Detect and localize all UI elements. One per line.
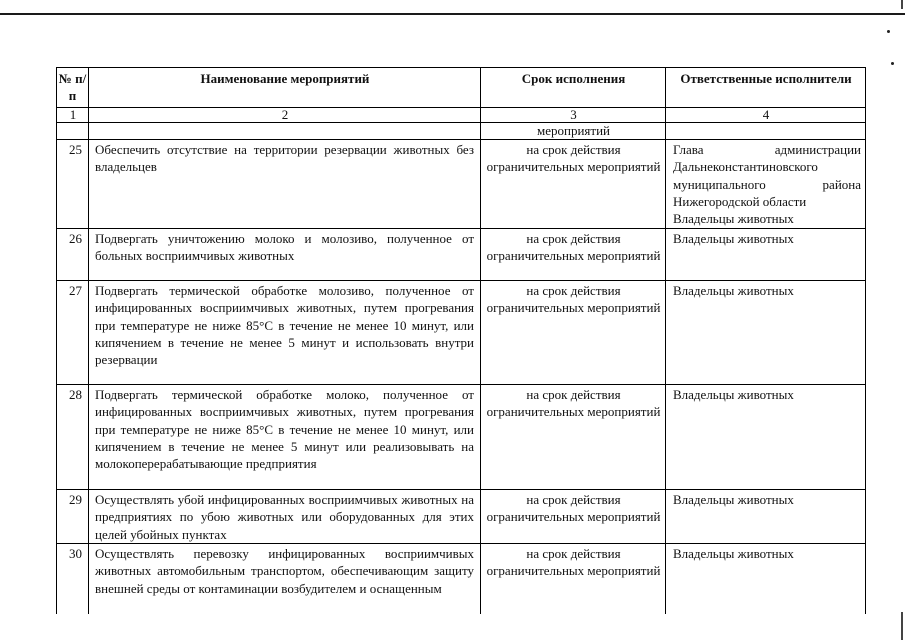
header-number: № п/п [57, 68, 89, 108]
table-row [57, 384, 866, 489]
row-number: 26 [57, 228, 89, 280]
row-measure-name: Осуществлять убой инфицированных восприимчивых животных на предприятиях по убою животных или оборудованных для этих целей убойных пунктах [89, 489, 481, 543]
row-measure-name: Подвергать термической обработке молоко, полученное от инфицированных восприимчивых животных, путем прогревания при температуре не ниже 85°С в течение не менее 10 минут, или кипячением в течение не менее 5 минут или реализовывать на молокоперерабатывающие предприятия [89, 384, 481, 489]
table-row [57, 139, 866, 228]
row-term: на срок действия ограничительных мероприятий [481, 228, 666, 280]
row-term: на срок действия ограничительных мероприятий [481, 544, 666, 614]
responsible-line: Владельцы животных [673, 211, 794, 227]
responsible-line: Нижегородской области [673, 194, 807, 210]
responsible-line: Владельцы животных [673, 546, 794, 562]
row-responsible [666, 122, 866, 139]
column-number-cell: 4 [666, 107, 866, 122]
continuation-row [57, 122, 866, 139]
page-edge-mark [901, 0, 903, 9]
page-edge-mark [901, 612, 903, 640]
table-row [57, 489, 866, 543]
table-row [57, 544, 866, 614]
table-header-row [57, 68, 866, 108]
row-number: 25 [57, 139, 89, 228]
row-number: 29 [57, 489, 89, 543]
column-number-row [57, 107, 866, 122]
responsible-line: Глава администрации [673, 141, 861, 157]
column-number-cell: 2 [89, 107, 481, 122]
scan-speck [891, 62, 894, 65]
header-responsible: Ответственные исполнители [666, 68, 866, 108]
row-number: 28 [57, 384, 89, 489]
row-measure-name: Осуществлять перевозку инфицированных восприимчивых животных автомобильным транспортом, обеспечивающим защиту внешней среды от контаминации возбудителем и оснащенным [89, 544, 481, 614]
row-measure-name: Подвергать термической обработке молозиво, полученное от инфицированных восприимчивых животных, путем прогревания при температуре не ниже 85°С в течение не менее 10 минут, или кипячением в течение не менее 5 минут и использовать внутри резервации [89, 280, 481, 384]
row-number: 30 [57, 544, 89, 614]
responsible-line: Владельцы животных [673, 491, 794, 507]
row-number: 27 [57, 280, 89, 384]
row-responsible [666, 544, 866, 614]
row-term: на срок действия ограничительных мероприятий [481, 384, 666, 489]
row-measure-name [89, 122, 481, 139]
responsible-line: Дальнеконстантиновского [673, 159, 818, 175]
page-top-rule [0, 13, 905, 15]
row-responsible [666, 228, 866, 280]
row-measure-name: Обеспечить отсутствие на территории резервации животных без владельцев [89, 139, 481, 228]
table-row [57, 228, 866, 280]
row-term: на срок действия ограничительных мероприятий [481, 280, 666, 384]
responsible-line: Владельцы животных [673, 282, 794, 298]
row-responsible [666, 139, 866, 228]
row-term: мероприятий [481, 122, 666, 139]
row-responsible [666, 489, 866, 543]
header-term: Срок исполнения [481, 68, 666, 108]
column-number-cell: 1 [57, 107, 89, 122]
row-number [57, 122, 89, 139]
column-number-cell: 3 [481, 107, 666, 122]
responsible-line: Владельцы животных [673, 230, 794, 246]
row-responsible [666, 280, 866, 384]
responsible-line: муниципального района [673, 176, 861, 192]
row-term: на срок действия ограничительных мероприятий [481, 139, 666, 228]
measures-table [56, 67, 866, 614]
scan-speck [887, 30, 890, 33]
row-term: на срок действия ограничительных мероприятий [481, 489, 666, 543]
table-row [57, 280, 866, 384]
row-responsible [666, 384, 866, 489]
responsible-line: Владельцы животных [673, 386, 794, 402]
header-name: Наименование мероприятий [89, 68, 481, 108]
row-measure-name: Подвергать уничтожению молоко и молозиво, полученное от больных восприимчивых животных [89, 228, 481, 280]
